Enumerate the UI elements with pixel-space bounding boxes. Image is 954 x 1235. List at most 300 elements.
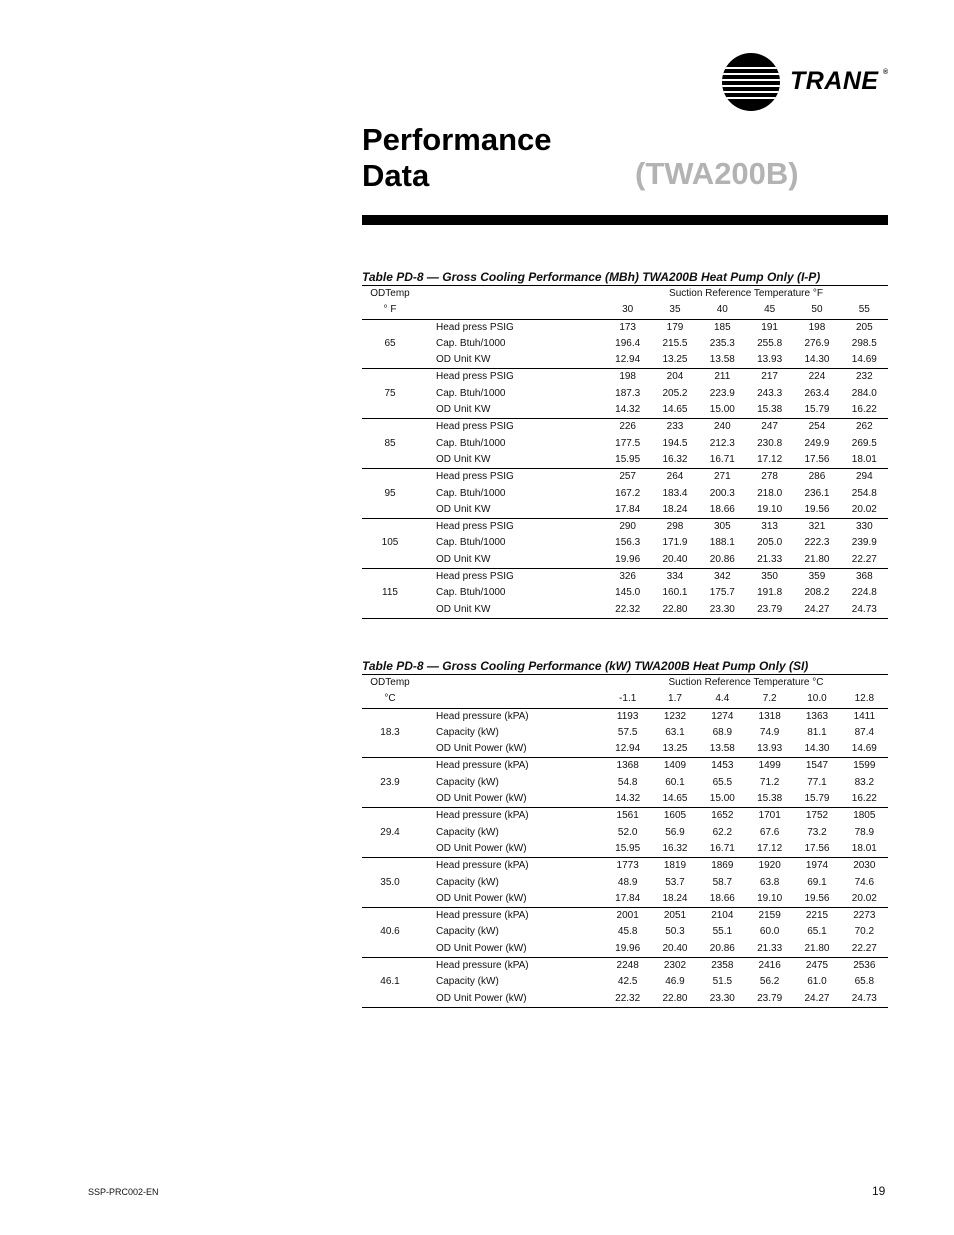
table-cell: 198 (808, 321, 826, 333)
table-cell: 342 (713, 571, 731, 583)
table-cell: 17.56 (793, 841, 840, 858)
column-header: 4.4 (699, 691, 746, 708)
table-cell: 19.10 (746, 502, 793, 519)
table-row (362, 841, 888, 858)
table-cell: 18.24 (651, 502, 698, 519)
table-cell: 2536 (853, 960, 876, 972)
table-cell: 14.69 (841, 741, 888, 758)
table-cell: 14.69 (841, 352, 888, 369)
table-cell: 2273 (853, 910, 876, 922)
row-label: Head pressure (kPA) (436, 860, 529, 872)
table-row (362, 352, 888, 369)
od-temp: 115 (382, 587, 398, 599)
table-cell: 177.5 (615, 437, 641, 449)
table-cell: 65.8 (854, 976, 875, 988)
table-row (362, 386, 888, 402)
table-cell: 264 (666, 471, 684, 483)
table-cell: 16.71 (699, 841, 746, 858)
table-cell: 1411 (853, 710, 876, 722)
column-header: 7.2 (746, 691, 793, 708)
odtemp-label: ODTemp (362, 675, 418, 692)
table-cell: 1232 (663, 710, 687, 722)
table-cell: 1773 (616, 860, 639, 872)
page-title (362, 122, 552, 194)
table-cell: 71.2 (759, 776, 780, 788)
table-cell: 2358 (711, 960, 734, 972)
table-cell: 63.8 (759, 876, 780, 888)
table-cell: 1819 (663, 860, 687, 872)
table-cell: 14.32 (604, 791, 651, 808)
table-cell: 15.00 (699, 791, 746, 808)
table-row (362, 875, 888, 891)
row-label: Cap. Btuh/1000 (436, 337, 506, 349)
table-cell: 2104 (711, 910, 734, 922)
table-cell: 14.65 (651, 402, 698, 419)
table-cell: 230.8 (757, 437, 783, 449)
table-cell: 262 (855, 421, 873, 433)
table-row (362, 825, 888, 841)
table-cell: 2416 (758, 960, 781, 972)
table-cell: 368 (855, 571, 873, 583)
table-cell: 173 (619, 321, 636, 333)
table-cell: 15.79 (793, 791, 840, 808)
table-cell: 20.02 (841, 502, 888, 519)
trane-logo-icon (722, 53, 780, 111)
table-cell: 2215 (805, 910, 829, 922)
performance-table (362, 674, 888, 1008)
table-cell: 23.79 (746, 602, 793, 619)
table-row (362, 858, 888, 875)
table-cell: 1869 (711, 860, 734, 872)
row-label: Capacity (kW) (436, 926, 499, 938)
table-cell: 330 (855, 521, 873, 533)
od-temp (362, 958, 418, 975)
title-rule (362, 215, 888, 225)
table-cell: 212.3 (709, 437, 735, 449)
table-cell: 1974 (805, 860, 829, 872)
table-cell: 24.27 (793, 991, 840, 1008)
row-label: OD Unit KW (418, 402, 604, 419)
row-label: Head press PSIG (436, 571, 514, 583)
table-cell: 21.80 (793, 552, 840, 569)
suction-temp-label: Suction Reference Temperature °F (604, 286, 888, 303)
row-label: Cap. Btuh/1000 (436, 587, 506, 599)
table-row (362, 725, 888, 741)
table-cell: 205 (855, 321, 873, 333)
table-cell: 224 (808, 371, 826, 383)
od-temp: 23.9 (380, 776, 400, 788)
table-cell: 278 (761, 471, 778, 483)
table-cell: 2475 (805, 960, 829, 972)
table-cell: 65.5 (712, 776, 733, 788)
table-cell: 2001 (616, 910, 639, 922)
table-cell: 19.56 (793, 502, 840, 519)
registered-mark-icon: ® (883, 69, 889, 76)
table-cell: 73.2 (807, 826, 827, 838)
od-temp: 95 (384, 487, 396, 499)
table-cell: 1752 (805, 810, 829, 822)
table-cell: 20.86 (699, 552, 746, 569)
row-label: OD Unit Power (kW) (418, 841, 604, 858)
row-label: Head pressure (kPA) (436, 960, 529, 972)
od-temp (362, 402, 418, 419)
table-cell: 68.9 (712, 726, 733, 738)
table-row (362, 741, 888, 758)
odtemp-label: ODTemp (362, 286, 418, 303)
table-cell: 1453 (711, 760, 734, 772)
table-cell: 215.5 (662, 337, 688, 349)
od-temp (362, 991, 418, 1008)
row-label: Head pressure (kPA) (436, 760, 529, 772)
table-cell: 222.3 (804, 537, 830, 549)
table-cell: 21.80 (793, 941, 840, 958)
od-temp (362, 941, 418, 958)
od-temp (362, 602, 418, 619)
table-cell: 22.27 (841, 941, 888, 958)
table-cell: 198 (619, 371, 636, 383)
table-cell: 78.9 (854, 826, 875, 838)
table-cell: 51.5 (712, 976, 733, 988)
od-temp (362, 469, 418, 486)
table-cell: 69.1 (807, 876, 827, 888)
table-cell: 171.9 (662, 537, 688, 549)
table-cell: 15.95 (604, 841, 651, 858)
table-cell: 58.7 (712, 876, 733, 888)
column-header: 10.0 (793, 691, 840, 708)
table-caption: Table PD-8 — Gross Cooling Performance (MBh) TWA200B Heat Pump Only (I-P) (362, 270, 821, 284)
table-row (362, 974, 888, 990)
table-row (362, 991, 888, 1008)
table-cell: 14.32 (604, 402, 651, 419)
row-label: OD Unit Power (kW) (418, 891, 604, 908)
table-cell: 359 (808, 571, 826, 583)
table-cell: 334 (666, 571, 684, 583)
table-cell: 15.38 (746, 791, 793, 808)
table-cell: 20.40 (651, 552, 698, 569)
od-temp (362, 908, 418, 925)
table-cell: 226 (619, 421, 636, 433)
table-cell: 183.4 (662, 487, 688, 499)
table-cell: 50.3 (665, 926, 685, 938)
table-row (362, 436, 888, 452)
row-label: Cap. Btuh/1000 (436, 537, 506, 549)
table-cell: 269.5 (851, 437, 877, 449)
table-cell: 254.8 (851, 487, 877, 499)
row-label: Head press PSIG (436, 471, 514, 483)
table-cell: 1363 (805, 710, 829, 722)
table-row (362, 535, 888, 551)
table-cell: 16.32 (651, 841, 698, 858)
table-row (362, 469, 888, 486)
od-temp (362, 369, 418, 386)
table-cell: 286 (808, 471, 826, 483)
od-temp (362, 708, 418, 725)
table-cell: 313 (761, 521, 778, 533)
table-cell: 1561 (616, 810, 639, 822)
od-temp (362, 452, 418, 469)
table-cell: 22.27 (841, 552, 888, 569)
table-cell: 179 (666, 321, 684, 333)
row-label: OD Unit Power (kW) (418, 941, 604, 958)
table-cell: 74.6 (854, 876, 875, 888)
table-row (362, 336, 888, 352)
table-cell: 2159 (758, 910, 781, 922)
table-cell: 243.3 (757, 387, 783, 399)
table-cell: 24.73 (841, 991, 888, 1008)
row-label: Capacity (kW) (436, 976, 499, 988)
table-row (362, 758, 888, 775)
table-cell: 290 (619, 521, 636, 533)
table-cell: 13.93 (746, 741, 793, 758)
header-spacer (418, 675, 604, 692)
od-temp (362, 502, 418, 519)
unit-label: °C (362, 691, 418, 708)
table-cell: 18.66 (699, 502, 746, 519)
row-label: Head press PSIG (436, 321, 514, 333)
table-cell: 60.0 (759, 926, 780, 938)
table-cell: 194.5 (662, 437, 688, 449)
table-cell: 18.24 (651, 891, 698, 908)
table-cell: 17.56 (793, 452, 840, 469)
table-cell: 20.02 (841, 891, 888, 908)
brand-name: TRANE (790, 67, 879, 95)
table-cell: 232 (855, 371, 873, 383)
od-temp: 85 (384, 437, 396, 449)
table-row (362, 808, 888, 825)
row-label: Head pressure (kPA) (436, 710, 529, 722)
column-header: 30 (604, 302, 651, 319)
od-temp: 35.0 (380, 876, 400, 888)
row-label: OD Unit KW (418, 602, 604, 619)
table-cell: 53.7 (665, 876, 685, 888)
table-cell: 187.3 (615, 387, 641, 399)
table-cell: 191 (761, 321, 778, 333)
table-cell: 18.01 (841, 452, 888, 469)
suction-temp-label: Suction Reference Temperature °C (604, 675, 888, 692)
table-cell: 15.38 (746, 402, 793, 419)
row-label: Head press PSIG (436, 521, 514, 533)
table-cell: 298 (666, 521, 684, 533)
column-header: 45 (746, 302, 793, 319)
model-label: (TWA200B) (635, 156, 799, 191)
table-cell: 16.22 (841, 402, 888, 419)
table-row (362, 452, 888, 469)
table-cell: 1920 (758, 860, 781, 872)
row-label: Capacity (kW) (436, 876, 499, 888)
table-cell: 167.2 (615, 487, 641, 499)
table-cell: 46.9 (665, 976, 685, 988)
table-cell: 13.58 (699, 352, 746, 369)
table-cell: 205.0 (757, 537, 783, 549)
title-line-1: Performance (362, 122, 552, 157)
table-cell: 56.9 (665, 826, 685, 838)
table-cell: 217 (761, 371, 778, 383)
row-label: Head press PSIG (436, 371, 514, 383)
row-label: Cap. Btuh/1000 (436, 387, 506, 399)
table-cell: 298.5 (851, 337, 877, 349)
table-cell: 21.33 (746, 941, 793, 958)
table-cell: 14.30 (793, 741, 840, 758)
table-cell: 61.0 (807, 976, 827, 988)
table-cell: 16.22 (841, 791, 888, 808)
table-cell: 21.33 (746, 552, 793, 569)
table-cell: 22.32 (604, 602, 651, 619)
performance-table (362, 285, 888, 619)
table-cell: 17.12 (746, 841, 793, 858)
table-cell: 14.65 (651, 791, 698, 808)
od-temp: 18.3 (380, 726, 400, 738)
od-temp (362, 319, 418, 336)
row-label: Capacity (kW) (436, 776, 499, 788)
table-cell: 17.12 (746, 452, 793, 469)
table-cell: 18.01 (841, 841, 888, 858)
table-cell: 67.6 (759, 826, 780, 838)
column-header: 50 (793, 302, 840, 319)
table-cell: 13.25 (651, 352, 698, 369)
table-cell: 12.94 (604, 741, 651, 758)
table-cell: 247 (761, 421, 778, 433)
table-cell: 22.80 (651, 602, 698, 619)
od-temp (362, 741, 418, 758)
od-temp (362, 552, 418, 569)
table-cell: 17.84 (604, 891, 651, 908)
table-cell: 263.4 (804, 387, 830, 399)
table-cell: 54.8 (617, 776, 638, 788)
row-label: Capacity (kW) (436, 826, 499, 838)
row-label: Head pressure (kPA) (436, 910, 529, 922)
row-label: OD Unit KW (418, 452, 604, 469)
table-cell: 13.25 (651, 741, 698, 758)
od-temp (362, 352, 418, 369)
row-label: OD Unit KW (418, 352, 604, 369)
od-temp: 46.1 (380, 976, 400, 988)
od-temp (362, 758, 418, 775)
table-cell: 20.40 (651, 941, 698, 958)
table-cell: 57.5 (617, 726, 638, 738)
row-label: OD Unit Power (kW) (418, 791, 604, 808)
table-row (362, 419, 888, 436)
table-cell: 23.30 (699, 602, 746, 619)
header-row (362, 691, 888, 708)
table-cell: 191.8 (757, 587, 783, 599)
od-temp: 75 (384, 387, 396, 399)
table-cell: 239.9 (851, 537, 877, 549)
table-cell: 45.8 (617, 926, 638, 938)
table-cell: 235.3 (709, 337, 735, 349)
table-si (362, 659, 888, 1008)
table-row (362, 486, 888, 502)
table-cell: 22.80 (651, 991, 698, 1008)
table-cell: 188.1 (709, 537, 735, 549)
od-temp (362, 569, 418, 586)
table-cell: 236.1 (804, 487, 830, 499)
table-cell: 200.3 (709, 487, 735, 499)
table-cell: 224.8 (851, 587, 877, 599)
table-cell: 271 (713, 471, 731, 483)
od-temp: 40.6 (380, 926, 400, 938)
table-cell: 1652 (711, 810, 734, 822)
od-temp (362, 419, 418, 436)
table-row (362, 708, 888, 725)
table-cell: 205.2 (662, 387, 688, 399)
table-cell: 23.30 (699, 991, 746, 1008)
table-cell: 19.10 (746, 891, 793, 908)
table-cell: 15.79 (793, 402, 840, 419)
table-cell: 60.1 (665, 776, 685, 788)
table-cell: 24.27 (793, 602, 840, 619)
table-cell: 15.00 (699, 402, 746, 419)
table-cell: 233 (666, 421, 684, 433)
table-cell: 16.71 (699, 452, 746, 469)
od-temp: 105 (381, 537, 399, 549)
table-row (362, 791, 888, 808)
header-row (362, 675, 888, 692)
table-cell: 56.2 (759, 976, 780, 988)
od-temp (362, 841, 418, 858)
table-cell: 223.9 (709, 387, 735, 399)
header-spacer (418, 302, 604, 319)
table-cell: 1605 (663, 810, 687, 822)
table-cell: 2248 (616, 960, 639, 972)
row-label: Cap. Btuh/1000 (436, 437, 506, 449)
table-cell: 145.0 (615, 587, 641, 599)
column-header: 40 (699, 302, 746, 319)
row-label: Head press PSIG (436, 421, 514, 433)
table-row (362, 775, 888, 791)
table-cell: 13.58 (699, 741, 746, 758)
table-cell: 175.7 (709, 587, 735, 599)
table-cell: 13.93 (746, 352, 793, 369)
page-number: 19 (872, 1184, 886, 1198)
table-cell: 70.2 (854, 926, 875, 938)
table-cell: 321 (808, 521, 826, 533)
table-row (362, 369, 888, 386)
table-row (362, 602, 888, 619)
table-cell: 22.32 (604, 991, 651, 1008)
header-row (362, 286, 888, 303)
table-cell: 77.1 (807, 776, 827, 788)
table-row (362, 891, 888, 908)
table-cell: 254 (808, 421, 826, 433)
table-cell: 2030 (853, 860, 876, 872)
table-row (362, 924, 888, 940)
table-row (362, 502, 888, 519)
column-header: 55 (841, 302, 888, 319)
column-header: 12.8 (841, 691, 888, 708)
row-label: OD Unit KW (418, 552, 604, 569)
table-cell: 255.8 (757, 337, 783, 349)
table-row (362, 958, 888, 975)
table-cell: 294 (855, 471, 873, 483)
table-cell: 18.66 (699, 891, 746, 908)
table-cell: 211 (714, 371, 731, 383)
od-temp (362, 891, 418, 908)
od-temp (362, 791, 418, 808)
od-temp (362, 858, 418, 875)
table-cell: 1193 (616, 710, 639, 722)
column-header: 1.7 (651, 691, 698, 708)
row-label: OD Unit Power (kW) (418, 741, 604, 758)
table-cell: 257 (619, 471, 636, 483)
table-cell: 276.9 (804, 337, 830, 349)
table-cell: 2051 (663, 910, 687, 922)
table-row (362, 402, 888, 419)
unit-label: ° F (362, 302, 418, 319)
od-temp: 65 (384, 337, 396, 349)
title-line-2: Data (362, 158, 430, 193)
table-cell: 1701 (758, 810, 781, 822)
table-cell: 326 (619, 571, 636, 583)
